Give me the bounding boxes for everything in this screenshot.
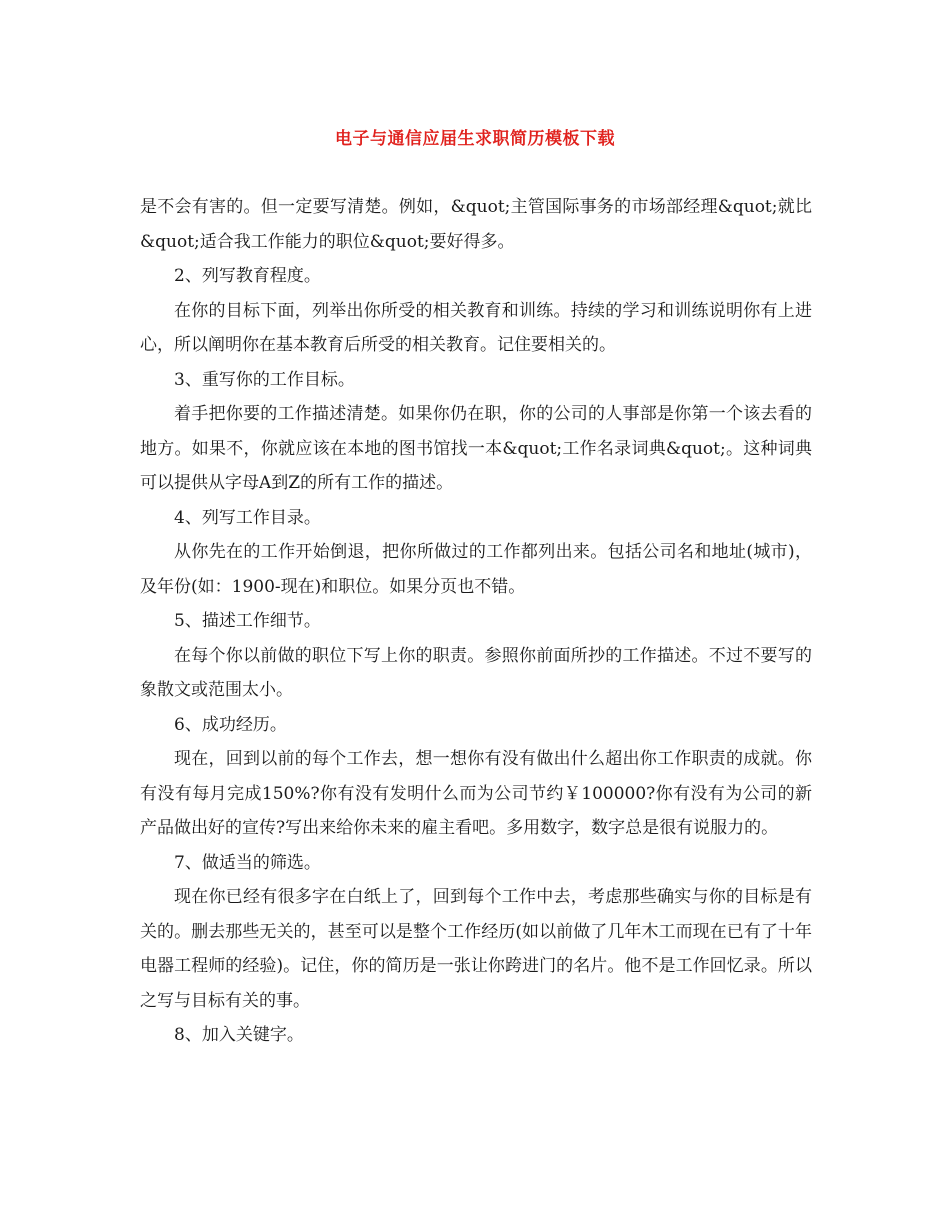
section-heading: 8、加入关键字。 (174, 1025, 304, 1045)
document-title: 电子与通信应届生求职简历模板下载 (335, 129, 615, 149)
section-heading: 2、列写教育程度。 (174, 266, 321, 286)
paragraph: 从你先在的工作开始倒退，把你所做过的工作都列出来。包括公司名和地址(城市)，及年份(如：1900-现在)和职位。如果分页也不错。 (140, 542, 812, 597)
paragraph: 现在你已经有很多字在白纸上了，回到每个工作中去，考虑那些确实与你的目标是有关的。删去那些无关的，甚至可以是整个工作经历(如以前做了几年木工而现在已有了十年电器工程师的经验)。记住，你的简历是一张让你跨进门的名片。他不是工作回忆录。所以之写与目标有关的事。 (140, 887, 812, 1011)
section-heading: 7、做适当的筛选。 (174, 852, 321, 873)
section-heading: 3、重写你的工作目标。 (174, 369, 355, 390)
section-heading: 6、成功经历。 (174, 714, 287, 735)
section-heading: 4、列写工作目录。 (174, 507, 321, 528)
document-body (140, 190, 812, 1053)
paragraph: 现在，回到以前的每个工作去，想一想你有没有做出什么超出你工作职责的成就。你有没有每月完成150%?你有没有发明什么而为公司节约￥100000?你有没有为公司的新产品做出好的宣传?写出来给你未来的雇主看吧。多用数字，数字总是很有说服力的。 (140, 749, 812, 838)
paragraph: 是不会有害的。但一定要写清楚。例如，&quot;主管国际事务的市场部经理&quot;就比&quot;适合我工作能力的职位&quot;要好得多。 (140, 197, 812, 252)
paragraph: 着手把你要的工作描述清楚。如果你仍在职，你的公司的人事部是你第一个该去看的地方。如果不，你就应该在本地的图书馆找一本&quot;工作名录词典&quot;。这种词典可以提供从字母A到Z的所有工作的描述。 (140, 404, 812, 493)
paragraph: 在每个你以前做的职位下写上你的职责。参照你前面所抄的工作描述。不过不要写的象散文或范围太小。 (140, 645, 812, 700)
section-heading: 5、描述工作细节。 (174, 611, 321, 631)
paragraph: 在你的目标下面，列举出你所受的相关教育和训练。持续的学习和训练说明你有上进心，所以阐明你在基本教育后所受的相关教育。记住要相关的。 (140, 300, 812, 355)
